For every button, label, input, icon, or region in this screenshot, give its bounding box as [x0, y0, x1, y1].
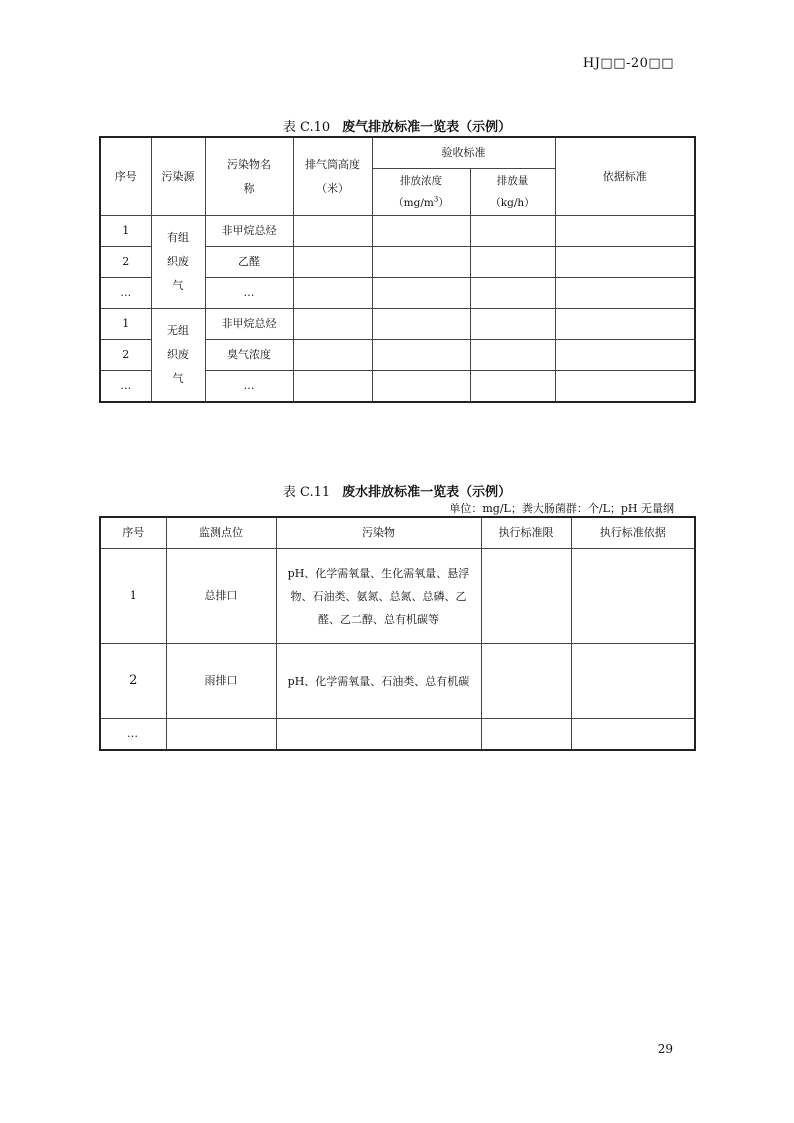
- cell-seq: …: [100, 278, 151, 309]
- cell-basis: [555, 247, 695, 278]
- cell-basis: [571, 549, 695, 644]
- cell-seq: 2: [100, 644, 166, 719]
- cell-stack-height: [293, 216, 372, 247]
- cell-pollutants: pH、化学需氧量、石油类、总有机碳: [276, 644, 481, 719]
- header-stack-height: 排气筒高度（米）: [293, 137, 372, 216]
- cell-rate: [470, 371, 555, 403]
- header-pollutant-name: 污染物名称: [205, 137, 293, 216]
- header-basis: 执行标准依据: [571, 517, 695, 549]
- header-source: 污染源: [151, 137, 205, 216]
- header-concentration: [372, 169, 470, 216]
- cell-seq: 1: [100, 549, 166, 644]
- cell-seq: …: [100, 371, 151, 403]
- exhaust-gas-standards-table: [99, 136, 696, 403]
- header-pollutants: 污染物: [276, 517, 481, 549]
- cell-rate: [470, 309, 555, 340]
- cell-seq: 1: [100, 309, 151, 340]
- cell-pollutant: 非甲烷总烃: [205, 309, 293, 340]
- cell-seq: …: [100, 719, 166, 751]
- header-monitoring-point: 监测点位: [166, 517, 276, 549]
- cell-concentration: [372, 309, 470, 340]
- cell-limit: [481, 549, 571, 644]
- cell-pollutant: …: [205, 371, 293, 403]
- table-c10-caption: [0, 116, 794, 135]
- cell-concentration: [372, 371, 470, 403]
- cell-source: 有组织废气: [151, 216, 205, 309]
- header-seq: 序号: [100, 137, 151, 216]
- table-row: [100, 719, 695, 751]
- cell-limit: [481, 719, 571, 751]
- cell-basis: [555, 278, 695, 309]
- table-c10-number: 表 C.10: [282, 120, 331, 135]
- table-row: [100, 309, 695, 340]
- cell-basis: [555, 216, 695, 247]
- cell-pollutant: 臭气浓度: [205, 340, 293, 371]
- cell-stack-height: [293, 309, 372, 340]
- cell-concentration: [372, 278, 470, 309]
- cell-seq: 2: [100, 247, 151, 278]
- cell-basis: [555, 371, 695, 403]
- cell-rate: [470, 216, 555, 247]
- header-rate-unit: （kg/h）: [490, 197, 535, 209]
- cell-pollutant: 乙醛: [205, 247, 293, 278]
- cell-basis: [571, 644, 695, 719]
- cell-rate: [470, 278, 555, 309]
- table-c11-number: 表 C.11: [282, 485, 331, 500]
- header-concentration-label: 排放浓度: [400, 175, 442, 187]
- cell-source: 无组织废气: [151, 309, 205, 403]
- cell-limit: [481, 644, 571, 719]
- cell-concentration: [372, 216, 470, 247]
- cell-seq: 1: [100, 216, 151, 247]
- header-rate: [470, 169, 555, 216]
- cell-basis: [555, 309, 695, 340]
- header-concentration-unit: $(mg/m^3)$: [393, 195, 449, 209]
- cell-pollutants: pH、化学需氧量、生化需氧量、悬浮物、石油类、氨氮、总氮、总磷、乙醛、乙二醇、总有机碳等: [276, 549, 481, 644]
- cell-seq: 2: [100, 340, 151, 371]
- document-code: HJ□□-20□□: [582, 56, 674, 71]
- cell-basis: [571, 719, 695, 751]
- cell-pollutant: …: [205, 278, 293, 309]
- cell-monitoring-point: 总排口: [166, 549, 276, 644]
- cell-rate: [470, 247, 555, 278]
- table-row: [100, 644, 695, 719]
- page-number: 29: [657, 1042, 673, 1056]
- table-c11-title: 废水排放标准一览表（示例）: [342, 485, 512, 500]
- table-c11-caption: [0, 481, 794, 500]
- header-acceptance: 验收标准: [372, 137, 555, 169]
- header-rate-label: 排放量: [496, 175, 529, 187]
- header-basis: 依据标准: [555, 137, 695, 216]
- table-row: [100, 216, 695, 247]
- cell-concentration: [372, 247, 470, 278]
- wastewater-standards-table: [99, 516, 696, 751]
- cell-basis: [555, 340, 695, 371]
- cell-pollutants: [276, 719, 481, 751]
- header-seq: 序号: [100, 517, 166, 549]
- cell-rate: [470, 340, 555, 371]
- table-row: [100, 549, 695, 644]
- cell-stack-height: [293, 247, 372, 278]
- table-c10-title: 废气排放标准一览表（示例）: [342, 120, 512, 135]
- cell-stack-height: [293, 340, 372, 371]
- cell-monitoring-point: 雨排口: [166, 644, 276, 719]
- cell-concentration: [372, 340, 470, 371]
- cell-pollutant: 非甲烷总烃: [205, 216, 293, 247]
- table-c11-unit-note: 单位：mg/L；粪大肠菌群：个/L；pH 无量纲: [449, 502, 674, 515]
- header-limit: 执行标准限: [481, 517, 571, 549]
- cell-stack-height: [293, 371, 372, 403]
- cell-monitoring-point: [166, 719, 276, 751]
- cell-stack-height: [293, 278, 372, 309]
